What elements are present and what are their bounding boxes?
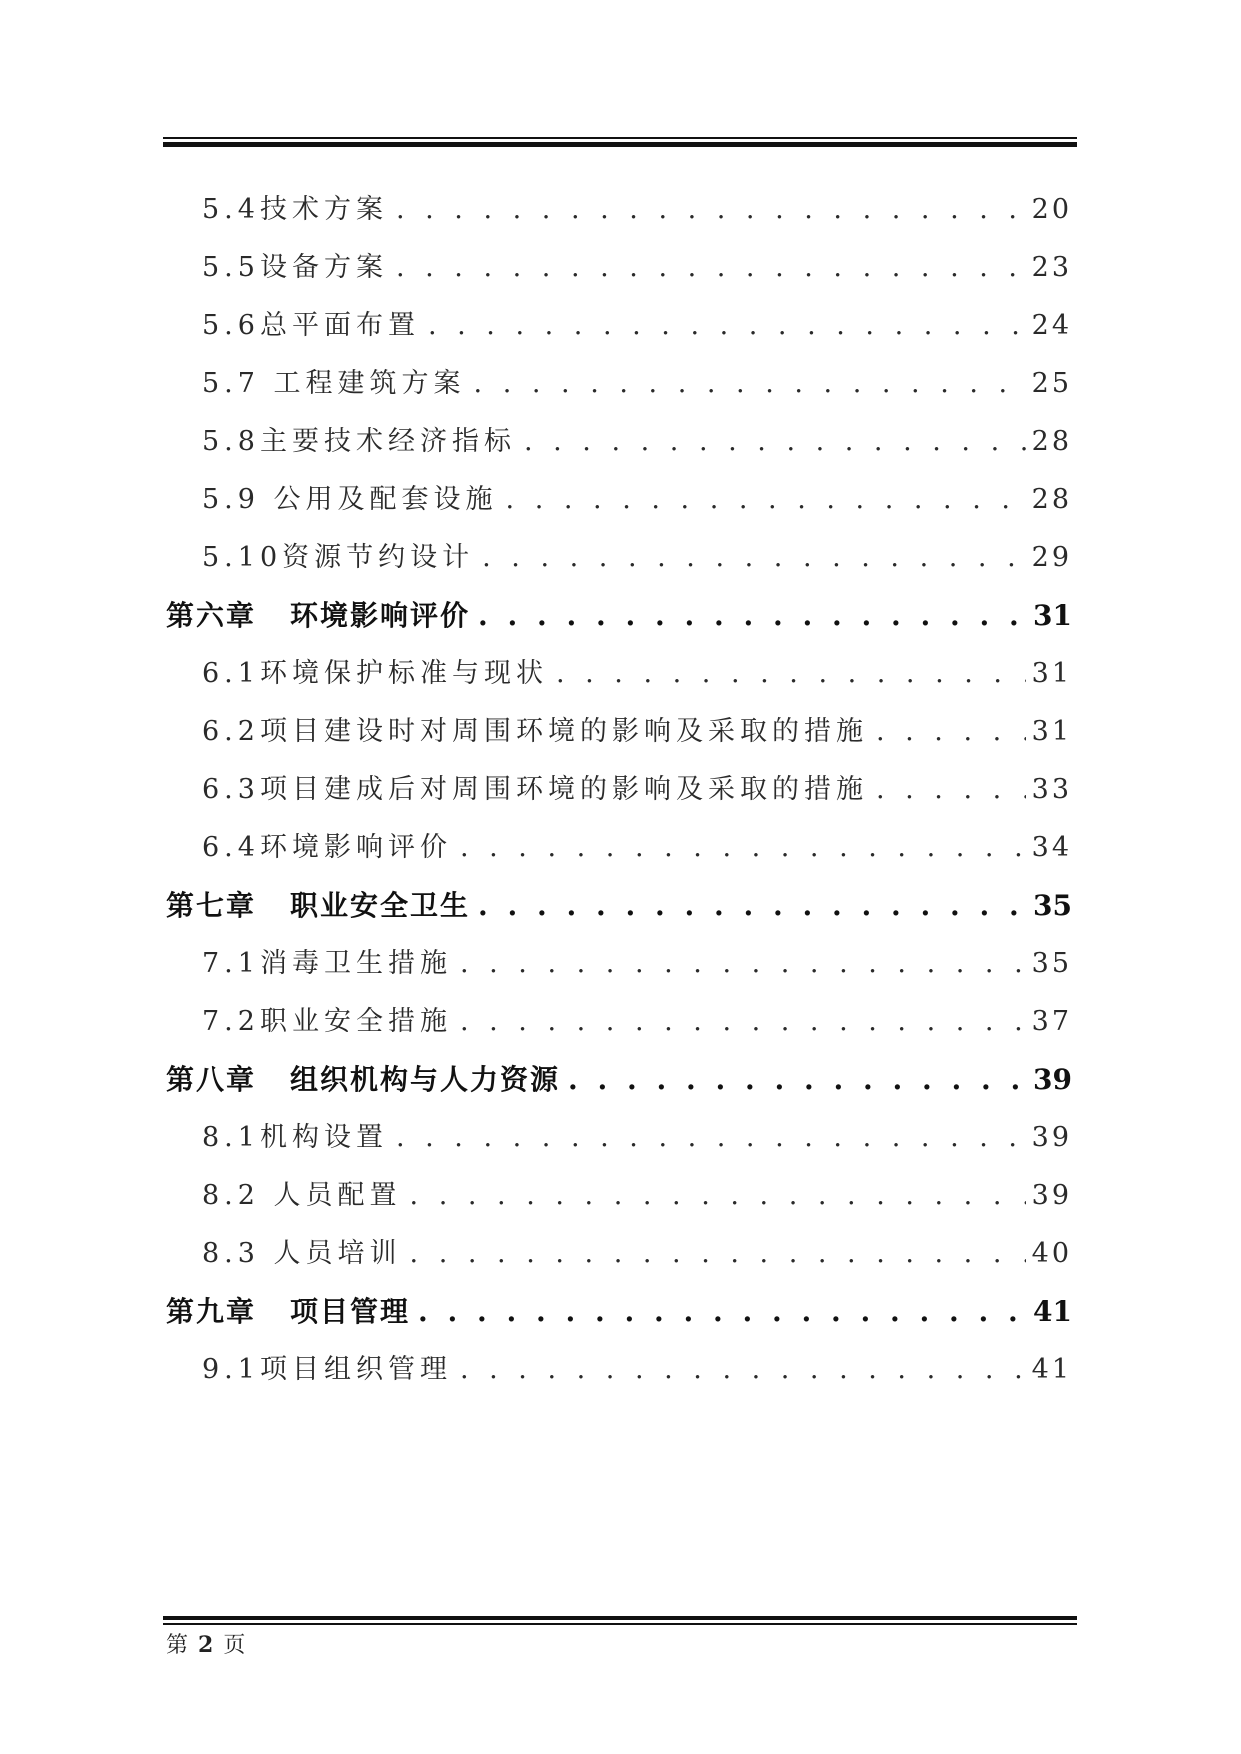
toc-entry-title: 组织机构与人力资源 xyxy=(290,1063,561,1096)
toc-entry-title: 环境保护标准与现状 xyxy=(259,658,548,689)
toc-entry-title: 资源节约设计 xyxy=(282,542,475,573)
toc-entry-page: 35 xyxy=(1031,948,1072,979)
toc-entry-page: 33 xyxy=(1031,774,1072,805)
toc-entry-number: 6.4 xyxy=(202,832,260,863)
toc-entry-number: 6.1 xyxy=(202,658,260,689)
toc-entry-page: 31 xyxy=(1031,716,1072,747)
toc-entry-page: 31 xyxy=(1033,599,1072,632)
toc-section-entry[interactable] xyxy=(202,1118,1072,1158)
toc-entry-number: 5.9 xyxy=(202,484,260,515)
toc-entry-page: 31 xyxy=(1031,658,1072,689)
toc-entry-number: 第八章 xyxy=(166,1063,257,1096)
toc-entry-page: 20 xyxy=(1031,194,1072,225)
toc-dot-leader xyxy=(418,1292,1027,1332)
toc-entry-number: 7.1 xyxy=(202,948,260,979)
toc-entry-number: 6.3 xyxy=(202,774,260,805)
toc-entry-number: 6.2 xyxy=(202,716,260,747)
page-footer xyxy=(166,1628,245,1659)
toc-entry-title: 人员配置 xyxy=(259,1180,402,1211)
toc-section-entry[interactable] xyxy=(202,364,1072,404)
toc-entry-number: 5.6 xyxy=(202,310,260,341)
toc-dot-leader xyxy=(460,1002,1026,1042)
toc-entry-page: 24 xyxy=(1031,310,1072,341)
toc-chapter-entry[interactable] xyxy=(166,596,1072,636)
toc-chapter-entry[interactable] xyxy=(166,1060,1072,1100)
toc-entry-page: 34 xyxy=(1031,832,1072,863)
toc-dot-leader xyxy=(876,712,1026,752)
toc-entry-title: 公用及配套设施 xyxy=(259,484,498,515)
toc-dot-leader xyxy=(410,1176,1026,1216)
toc-entry-title: 总平面布置 xyxy=(259,310,420,341)
toc-entry-title: 项目组织管理 xyxy=(259,1354,452,1385)
toc-entry-number: 第六章 xyxy=(166,599,257,632)
toc-entry-number: 5.7 xyxy=(202,368,260,399)
toc-dot-leader xyxy=(876,770,1026,810)
toc-entry-title: 项目建成后对周围环境的影响及采取的措施 xyxy=(259,774,868,805)
toc-entry-page: 35 xyxy=(1033,889,1072,922)
toc-dot-leader xyxy=(474,364,1026,404)
toc-entry-number: 8.1 xyxy=(202,1122,260,1153)
toc-section-entry[interactable] xyxy=(202,1002,1072,1042)
toc-entry-page: 37 xyxy=(1031,1006,1072,1037)
footer-page-number: 2 xyxy=(198,1632,214,1658)
footer-rule xyxy=(163,1616,1077,1625)
toc-section-entry[interactable] xyxy=(202,1176,1072,1216)
toc-dot-leader xyxy=(396,1118,1026,1158)
toc-dot-leader xyxy=(524,422,1026,462)
toc-dot-leader xyxy=(396,190,1026,230)
toc-entry-number: 9.1 xyxy=(202,1354,260,1385)
toc-entry-title: 设备方案 xyxy=(259,252,388,283)
toc-entry-number: 7.2 xyxy=(202,1006,260,1037)
toc-entry-page: 41 xyxy=(1031,1354,1072,1385)
toc-entry-number: 第九章 xyxy=(166,1295,257,1328)
toc-section-entry[interactable] xyxy=(202,828,1072,868)
toc-entry-title: 主要技术经济指标 xyxy=(259,426,516,457)
toc-entry-number: 8.2 xyxy=(202,1180,260,1211)
toc-section-entry[interactable] xyxy=(202,712,1072,752)
toc-entry-page: 39 xyxy=(1031,1122,1072,1153)
toc-entry-title: 项目建设时对周围环境的影响及采取的措施 xyxy=(259,716,868,747)
toc-entry-number: 5.4 xyxy=(202,194,260,225)
toc-section-entry[interactable] xyxy=(202,1234,1072,1274)
toc-entry-page: 40 xyxy=(1031,1238,1072,1269)
toc-entry-number: 第七章 xyxy=(166,889,257,922)
toc-dot-leader xyxy=(482,538,1026,578)
toc-section-entry[interactable] xyxy=(202,654,1072,694)
toc-dot-leader xyxy=(460,944,1026,984)
toc-entry-title: 人员培训 xyxy=(259,1238,402,1269)
toc-entry-page: 23 xyxy=(1031,252,1072,283)
toc-chapter-entry[interactable] xyxy=(166,886,1072,926)
toc-dot-leader xyxy=(556,654,1026,694)
toc-entry-title: 机构设置 xyxy=(259,1122,388,1153)
toc-entry-title: 工程建筑方案 xyxy=(259,368,466,399)
toc-entry-number: 5.5 xyxy=(202,252,260,283)
toc-dot-leader xyxy=(506,480,1026,520)
toc-entry-page: 25 xyxy=(1031,368,1072,399)
toc-entry-number: 5.10 xyxy=(202,542,283,573)
toc-entry-number: 8.3 xyxy=(202,1238,260,1269)
toc-dot-leader xyxy=(478,886,1027,926)
toc-entry-page: 39 xyxy=(1031,1180,1072,1211)
toc-dot-leader xyxy=(396,248,1026,288)
toc-chapter-entry[interactable] xyxy=(166,1292,1072,1332)
header-rule xyxy=(163,137,1077,147)
toc-dot-leader xyxy=(428,306,1026,346)
toc-entry-title: 技术方案 xyxy=(259,194,388,225)
toc-entry-number: 5.8 xyxy=(202,426,260,457)
toc-dot-leader xyxy=(568,1060,1027,1100)
footer-prefix: 第 xyxy=(166,1633,189,1658)
toc-entry-title: 环境影响评价 xyxy=(259,832,452,863)
toc-section-entry[interactable] xyxy=(202,422,1072,462)
toc-section-entry[interactable] xyxy=(202,1350,1072,1390)
toc-dot-leader xyxy=(460,1350,1026,1390)
toc-section-entry[interactable] xyxy=(202,190,1072,230)
toc-section-entry[interactable] xyxy=(202,944,1072,984)
toc-entry-title: 项目管理 xyxy=(290,1295,411,1328)
toc-section-entry[interactable] xyxy=(202,770,1072,810)
toc-entry-page: 28 xyxy=(1031,484,1072,515)
footer-suffix: 页 xyxy=(223,1633,246,1658)
toc-entry-page: 29 xyxy=(1031,542,1072,573)
toc-entry-title: 消毒卫生措施 xyxy=(259,948,452,979)
toc-section-entry[interactable] xyxy=(202,248,1072,288)
toc-section-entry[interactable] xyxy=(202,480,1072,520)
toc-dot-leader xyxy=(410,1234,1026,1274)
toc-section-entry[interactable] xyxy=(202,306,1072,346)
toc-entry-page: 39 xyxy=(1033,1063,1072,1096)
toc-dot-leader xyxy=(478,596,1027,636)
toc-entry-title: 职业安全卫生 xyxy=(290,889,471,922)
toc-entry-page: 41 xyxy=(1033,1295,1072,1328)
toc-entry-title: 职业安全措施 xyxy=(259,1006,452,1037)
toc-dot-leader xyxy=(460,828,1026,868)
toc-entry-page: 28 xyxy=(1031,426,1072,457)
toc-section-entry[interactable] xyxy=(202,538,1072,578)
toc-entry-title: 环境影响评价 xyxy=(290,599,471,632)
